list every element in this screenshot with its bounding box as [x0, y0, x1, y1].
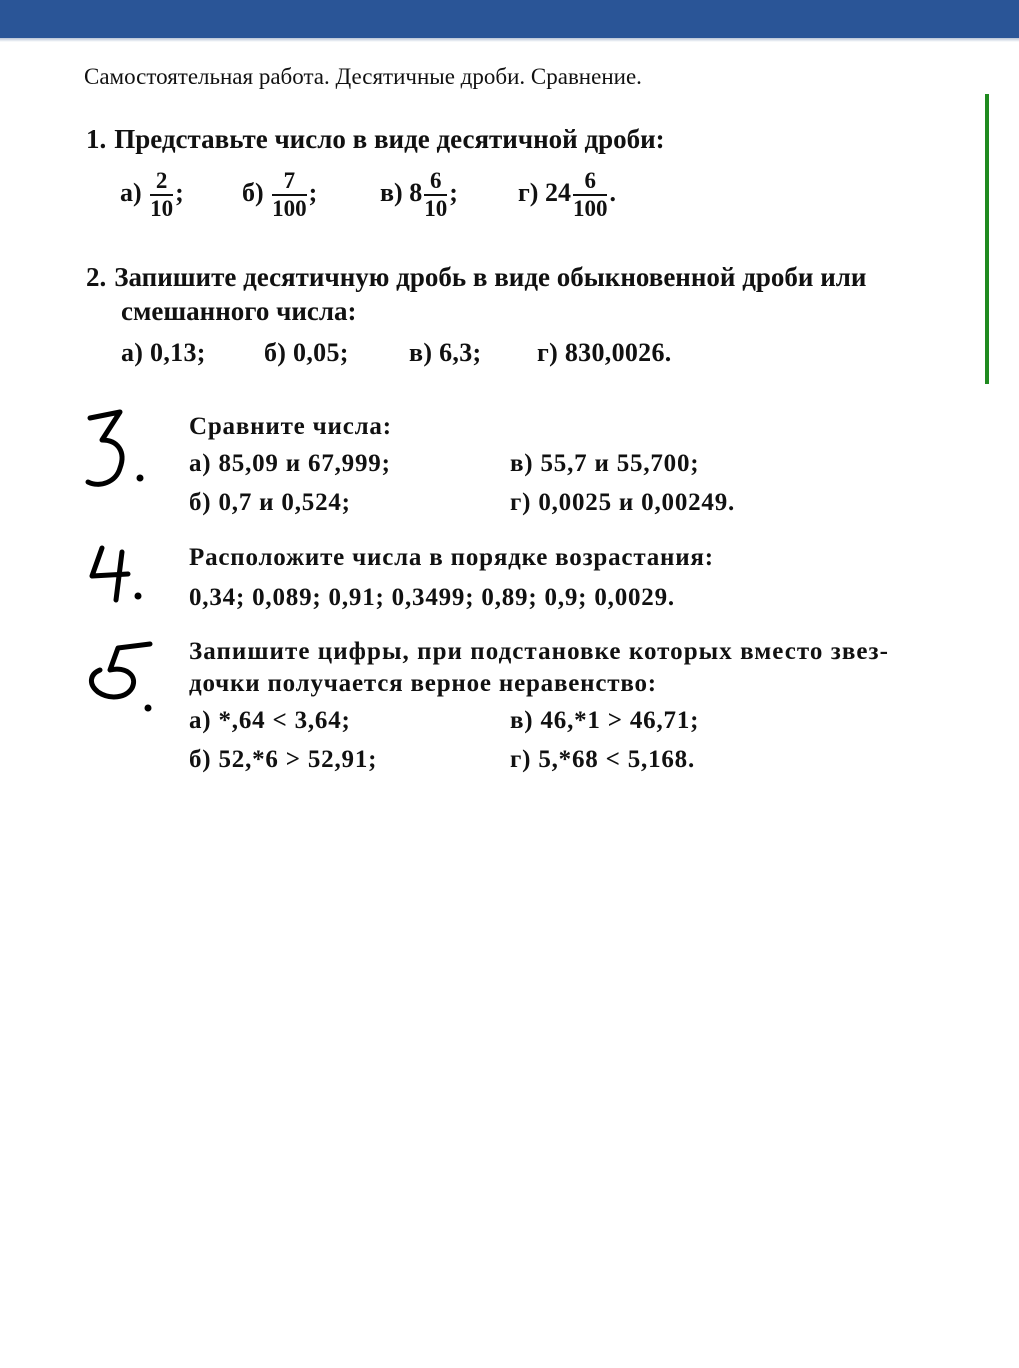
task3-item-a: а) 85,09 и 67,999; [189, 450, 391, 477]
task3-item-b: б) 0,7 и 0,524; [189, 489, 351, 516]
task5-item-a: а) *,64 < 3,64; [189, 707, 351, 734]
task3-item-g: г) 0,0025 и 0,00249. [510, 489, 736, 516]
task1-item-g [518, 168, 616, 222]
task1-item-v [380, 168, 458, 222]
task2-item-v: в) 6,3; [409, 338, 482, 367]
item-end: ; [449, 177, 458, 207]
fraction [424, 168, 447, 222]
task1-text: Представьте число в виде десятичной дроби: [114, 124, 665, 154]
task2-line2: смешанного числа: [121, 296, 357, 326]
item-label: г) [518, 177, 539, 207]
green-margin-line [985, 94, 989, 384]
task5-line2: дочки получается верное неравенство: [189, 670, 657, 697]
fraction [272, 168, 307, 222]
whole-part: 8 [409, 177, 423, 207]
whole-part: 24 [544, 177, 571, 207]
task1-item-a [120, 168, 184, 222]
task1-number: 1. [86, 124, 107, 154]
handwritten-number-4 [86, 540, 156, 608]
task2-heading [86, 262, 866, 293]
task5-item-v: в) 46,*1 > 46,71; [510, 707, 700, 734]
item-end: . [609, 177, 616, 207]
denominator: 100 [272, 196, 307, 221]
handwritten-number-3 [80, 406, 154, 492]
item-label: а) [120, 177, 142, 207]
task5-line1: Запишите цифры, при подстановке которых вместо звез- [189, 638, 890, 665]
item-end: ; [175, 177, 184, 207]
task3-item-v: в) 55,7 и 55,700; [510, 450, 700, 477]
task4-numbers: 0,34; 0,089; 0,91; 0,3499; 0,89; 0,9; 0,0029. [189, 584, 675, 611]
task1-heading [86, 124, 665, 155]
numerator: 7 [272, 168, 307, 196]
numerator: 2 [150, 168, 173, 196]
top-banner-shadow [0, 38, 1019, 42]
document-title: Самостоятельная работа. Десятичные дроби. Сравнение. [84, 64, 642, 89]
task2-number: 2. [86, 262, 107, 292]
task2-item-a: а) 0,13; [121, 338, 206, 367]
item-label: б) [242, 177, 264, 207]
task2-item-g: г) 830,0026. [537, 338, 672, 367]
fraction [150, 168, 173, 222]
task5-item-g: г) 5,*68 < 5,168. [510, 746, 696, 773]
task2-line1: Запишите десятичную дробь в виде обыкновенной дроби или [114, 262, 867, 292]
numerator: 6 [573, 168, 608, 196]
task2-item-b: б) 0,05; [264, 338, 349, 367]
task1-item-b [242, 168, 317, 222]
item-label: в) [380, 177, 403, 207]
task4-heading: Расположите числа в порядке возрастания: [189, 544, 714, 571]
top-banner [0, 0, 1019, 38]
handwritten-number-5 [80, 636, 160, 716]
fraction [573, 168, 608, 222]
denominator: 10 [424, 196, 448, 221]
item-end: ; [308, 177, 318, 207]
task5-item-b: б) 52,*6 > 52,91; [189, 746, 378, 773]
denominator: 100 [572, 196, 608, 221]
task3-heading: Сравните числа: [189, 413, 392, 440]
denominator: 10 [150, 196, 174, 221]
numerator: 6 [424, 168, 447, 196]
